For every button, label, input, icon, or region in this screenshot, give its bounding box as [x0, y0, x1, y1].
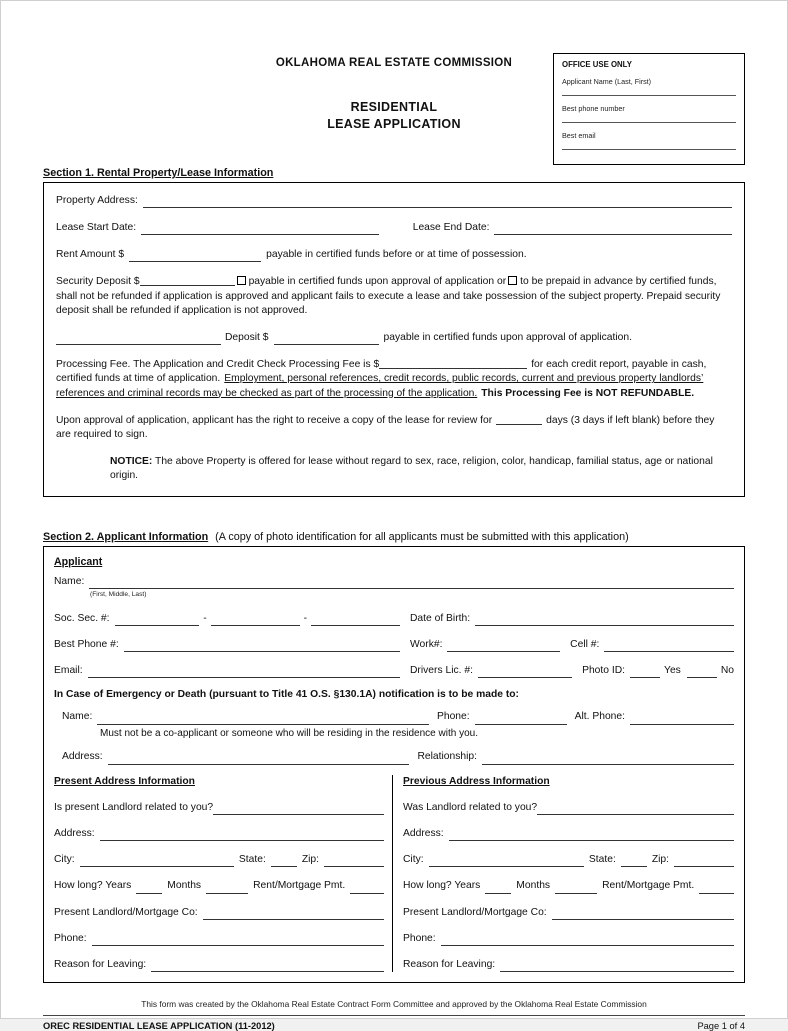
- present-address-heading: Present Address Information: [54, 775, 195, 787]
- present-years-field[interactable]: [136, 881, 162, 894]
- emergency-name-field[interactable]: [97, 712, 429, 725]
- emergency-heading: In Case of Emergency or Death (pursuant to Title 41 O.S. §130.1A) notification is to be made to:: [54, 689, 519, 701]
- ssn-dob-row: [54, 612, 734, 626]
- photo-id-yes-label: Yes: [664, 664, 681, 676]
- section1-box: [43, 182, 745, 497]
- office-phone-label: Best phone number: [562, 104, 625, 113]
- previous-landlord-field[interactable]: [552, 907, 734, 920]
- property-address-row: [56, 194, 732, 208]
- present-zip-label: Zip:: [301, 854, 319, 866]
- present-landlord-row: [54, 906, 384, 920]
- present-related-field[interactable]: [213, 802, 384, 815]
- previous-months-label: Months: [516, 880, 551, 892]
- dob-field[interactable]: [475, 613, 734, 626]
- present-landlord-field[interactable]: [203, 907, 384, 920]
- emergency-phone-label: Phone:: [436, 711, 470, 723]
- email-id-row: [54, 664, 734, 678]
- present-months-field[interactable]: [206, 881, 248, 894]
- office-email-label: Best email: [562, 131, 596, 140]
- present-reason-label: Reason for Leaving:: [54, 958, 147, 970]
- address-history-columns: [54, 775, 734, 973]
- present-reason-row: [54, 958, 384, 972]
- previous-city-field[interactable]: [429, 854, 584, 867]
- footer-bar: [43, 1015, 745, 1031]
- security-prepaid-checkbox[interactable]: [508, 276, 517, 285]
- emergency-note: Must not be a co-applicant or someone who will be residing in the residence with you.: [100, 727, 478, 739]
- previous-reason-field[interactable]: [500, 959, 734, 972]
- form-title-line2: LEASE APPLICATION: [327, 116, 461, 131]
- security-deposit-label: Security Deposit $: [56, 276, 140, 288]
- previous-address-label: Address:: [403, 827, 444, 839]
- lease-start-field[interactable]: [141, 222, 379, 235]
- phones-row: [54, 638, 734, 652]
- previous-address-field[interactable]: [449, 828, 734, 841]
- rent-amount-text: payable in certified funds before or at time of possession.: [266, 249, 527, 261]
- email-segment: [54, 664, 400, 678]
- lease-end-field[interactable]: [494, 222, 732, 235]
- ssn-field-3[interactable]: [311, 613, 400, 626]
- present-address-row: [54, 827, 384, 841]
- present-address-label: Address:: [54, 827, 95, 839]
- office-applicant-name-field[interactable]: [562, 86, 736, 96]
- emergency-name-label: Name:: [62, 711, 93, 723]
- cell-phone-label: Cell #:: [570, 638, 600, 650]
- present-city-field[interactable]: [80, 854, 234, 867]
- rent-amount-label: Rent Amount $: [56, 249, 125, 261]
- relationship-label: Relationship:: [417, 751, 477, 763]
- section2-box: [43, 546, 745, 984]
- previous-state-field[interactable]: [621, 854, 647, 867]
- previous-rentpmt-field[interactable]: [699, 881, 734, 894]
- other-deposit-text: payable in certified funds upon approval of application.: [383, 331, 632, 343]
- processing-fee-lead: Processing Fee. The Application and Credit Check Processing Fee is $: [56, 359, 380, 371]
- previous-landlord-label: Present Landlord/Mortgage Co:: [403, 906, 547, 918]
- previous-landlord-row: [403, 906, 734, 920]
- present-rentpmt-label: Rent/Mortgage Pmt.: [253, 880, 346, 892]
- security-deposit-field[interactable]: [140, 276, 235, 286]
- processing-fee-field[interactable]: [379, 359, 527, 369]
- applicant-name-row: [54, 575, 734, 589]
- previous-address-row: [403, 827, 734, 841]
- ssn-field-2[interactable]: [211, 613, 300, 626]
- notice-paragraph: [110, 455, 732, 483]
- present-state-label: State:: [238, 854, 266, 866]
- applicant-name-hint: (First, Middle, Last): [90, 591, 147, 599]
- drivers-lic-label: Drivers Lic. #:: [410, 664, 473, 676]
- lease-dates-row: [56, 221, 732, 235]
- present-rentpmt-field[interactable]: [350, 881, 384, 894]
- security-approval-checkbox[interactable]: [237, 276, 246, 285]
- property-address-field[interactable]: [143, 195, 732, 208]
- ssn-label: Soc. Sec. #:: [54, 612, 110, 624]
- previous-related-label: Was Landlord related to you?: [403, 801, 538, 813]
- other-deposit-type-field[interactable]: [56, 332, 221, 345]
- previous-state-label: State:: [588, 854, 616, 866]
- previous-rentpmt-label: Rent/Mortgage Pmt.: [602, 880, 695, 892]
- footer-credit-line: This form was created by the Oklahoma Real Estate Contract Form Committee and approved by the Oklahoma Real Estate Commission: [141, 999, 647, 1010]
- lease-review-paragraph: [56, 414, 732, 442]
- office-applicant-name-label: Applicant Name (Last, First): [562, 77, 652, 86]
- security-deposit-paragraph: [56, 275, 732, 318]
- present-zip-field[interactable]: [324, 854, 384, 867]
- previous-address-column: [392, 775, 734, 973]
- section1-heading-text: Section 1. Rental Property/Lease Information: [43, 166, 274, 179]
- processing-fee-paragraph: [56, 358, 732, 401]
- previous-phone-field[interactable]: [441, 933, 734, 946]
- previous-months-field[interactable]: [555, 881, 597, 894]
- drivers-lic-field[interactable]: [478, 665, 572, 678]
- applicant-name-field[interactable]: [89, 576, 734, 589]
- section2-heading: [43, 531, 745, 543]
- present-state-field[interactable]: [271, 854, 297, 867]
- office-email-field[interactable]: [562, 140, 736, 150]
- notice-label: NOTICE:: [110, 456, 153, 468]
- photo-id-no-field[interactable]: [687, 665, 717, 678]
- ssn-field-1[interactable]: [115, 613, 200, 626]
- dob-label: Date of Birth:: [410, 612, 471, 624]
- work-phone-label: Work#:: [410, 638, 443, 650]
- work-phone-field[interactable]: [447, 639, 560, 652]
- previous-related-field[interactable]: [537, 802, 734, 815]
- applicant-name-label: Name:: [54, 576, 85, 588]
- ssn-dash-1: -: [203, 612, 207, 624]
- photo-id-no-label: No: [720, 664, 734, 676]
- previous-zip-label: Zip:: [651, 854, 669, 866]
- work-cell-segment: [410, 638, 734, 652]
- present-address-column: [54, 775, 392, 973]
- present-phone-field[interactable]: [92, 933, 384, 946]
- processing-fee-mid: for each credit report, payable in cash, certified funds at time of application.: [56, 359, 707, 385]
- lease-start-label: Lease Start Date:: [56, 221, 137, 233]
- office-field-email: [562, 131, 736, 150]
- best-phone-field[interactable]: [124, 639, 400, 652]
- previous-related-row: [403, 801, 734, 815]
- emergency-alt-phone-field[interactable]: [630, 712, 734, 725]
- footer-document-id: OREC RESIDENTIAL LEASE APPLICATION (11-2012): [43, 1021, 275, 1031]
- emergency-alt-phone-label: Alt. Phone:: [574, 711, 625, 723]
- lease-review-lead: Upon approval of application, applicant has the right to receive a copy of the lease for review for: [56, 414, 493, 426]
- rent-amount-field[interactable]: [129, 249, 261, 262]
- office-field-phone: [562, 104, 736, 123]
- applicant-subheading: Applicant: [54, 555, 103, 568]
- previous-phone-label: Phone:: [403, 932, 436, 944]
- previous-address-heading: Previous Address Information: [403, 775, 550, 787]
- notice-text: The above Property is offered for lease without regard to sex, race, religion, color, handicap, familial status, age or national origin.: [110, 456, 713, 482]
- present-months-label: Months: [167, 880, 202, 892]
- best-phone-label: Best Phone #:: [54, 638, 119, 650]
- dob-segment: [410, 612, 734, 626]
- ssn-segment: [54, 612, 400, 626]
- emergency-contact-row: [54, 710, 734, 724]
- present-landlord-label: Present Landlord/Mortgage Co:: [54, 906, 198, 918]
- present-city-label: City:: [54, 854, 75, 866]
- office-phone-field[interactable]: [562, 113, 736, 123]
- best-phone-segment: [54, 638, 400, 652]
- email-field[interactable]: [88, 665, 400, 678]
- previous-howlong-label: How long? Years: [403, 880, 481, 892]
- section2-heading-rest: (A copy of photo identification for all applicants must be submitted with this application): [215, 530, 629, 543]
- emergency-address-field[interactable]: [108, 752, 410, 765]
- present-city-row: [54, 853, 384, 867]
- present-reason-field[interactable]: [151, 959, 384, 972]
- present-phone-label: Phone:: [54, 932, 87, 944]
- present-related-row: [54, 801, 384, 815]
- other-deposit-amount-field[interactable]: [274, 332, 379, 345]
- previous-reason-label: Reason for Leaving:: [403, 958, 496, 970]
- security-option1-text: payable in certified funds upon approval of application or: [248, 276, 507, 288]
- processing-fee-underlined: Employment, personal references, credit records, public records, current and previous property landlords’ references and criminal records may be checked as part of the processing of the application.: [56, 373, 704, 399]
- commission-title: OKLAHOMA REAL ESTATE COMMISSION: [275, 57, 513, 69]
- processing-fee-bold: This Processing Fee is NOT REFUNDABLE.: [481, 387, 695, 399]
- photo-id-label: Photo ID:: [582, 664, 626, 676]
- previous-phone-row: [403, 932, 734, 946]
- drivers-photo-segment: [410, 664, 734, 678]
- previous-years-field[interactable]: [485, 881, 511, 894]
- present-howlong-label: How long? Years: [54, 880, 132, 892]
- emergency-address-row: [54, 750, 734, 764]
- office-use-title: OFFICE USE ONLY: [562, 60, 632, 69]
- security-option2-text: to be prepaid in advance by certified funds, shall not be refunded if application is approved and applicant fails to execute a lease and take possession of the subject property. Prepaid security deposit shall be refunded if application is not approved.: [56, 276, 721, 316]
- lease-review-tail: days (3 days if left blank) before they are required to sign.: [56, 414, 715, 440]
- previous-city-row: [403, 853, 734, 867]
- section2-heading-bold: Section 2. Applicant Information: [43, 530, 209, 543]
- lease-review-days-field[interactable]: [496, 415, 542, 425]
- photo-id-yes-field[interactable]: [630, 665, 660, 678]
- present-related-label: Is present Landlord related to you?: [54, 801, 214, 813]
- form-title-line1: RESIDENTIAL: [350, 100, 438, 114]
- rent-amount-row: [56, 248, 732, 262]
- section1-heading: [43, 167, 745, 179]
- emergency-address-label: Address:: [62, 751, 103, 763]
- other-deposit-label: Deposit $: [225, 331, 269, 343]
- footer-page-number: Page 1 of 4: [697, 1021, 745, 1031]
- ssn-dash-2: -: [303, 612, 308, 624]
- lease-end-label: Lease End Date:: [412, 221, 490, 233]
- email-label: Email:: [54, 664, 83, 676]
- present-phone-row: [54, 932, 384, 946]
- present-address-field[interactable]: [100, 828, 384, 841]
- previous-city-label: City:: [403, 854, 424, 866]
- property-address-label: Property Address:: [56, 194, 138, 206]
- office-field-applicant-name: [562, 77, 736, 96]
- previous-howlong-row: [403, 879, 734, 893]
- office-use-box: [553, 53, 745, 165]
- previous-zip-field[interactable]: [674, 854, 734, 867]
- previous-reason-row: [403, 958, 734, 972]
- cell-phone-field[interactable]: [604, 639, 734, 652]
- other-deposit-row: [56, 331, 732, 345]
- emergency-phone-field[interactable]: [475, 712, 567, 725]
- present-howlong-row: [54, 879, 384, 893]
- relationship-field[interactable]: [482, 752, 734, 765]
